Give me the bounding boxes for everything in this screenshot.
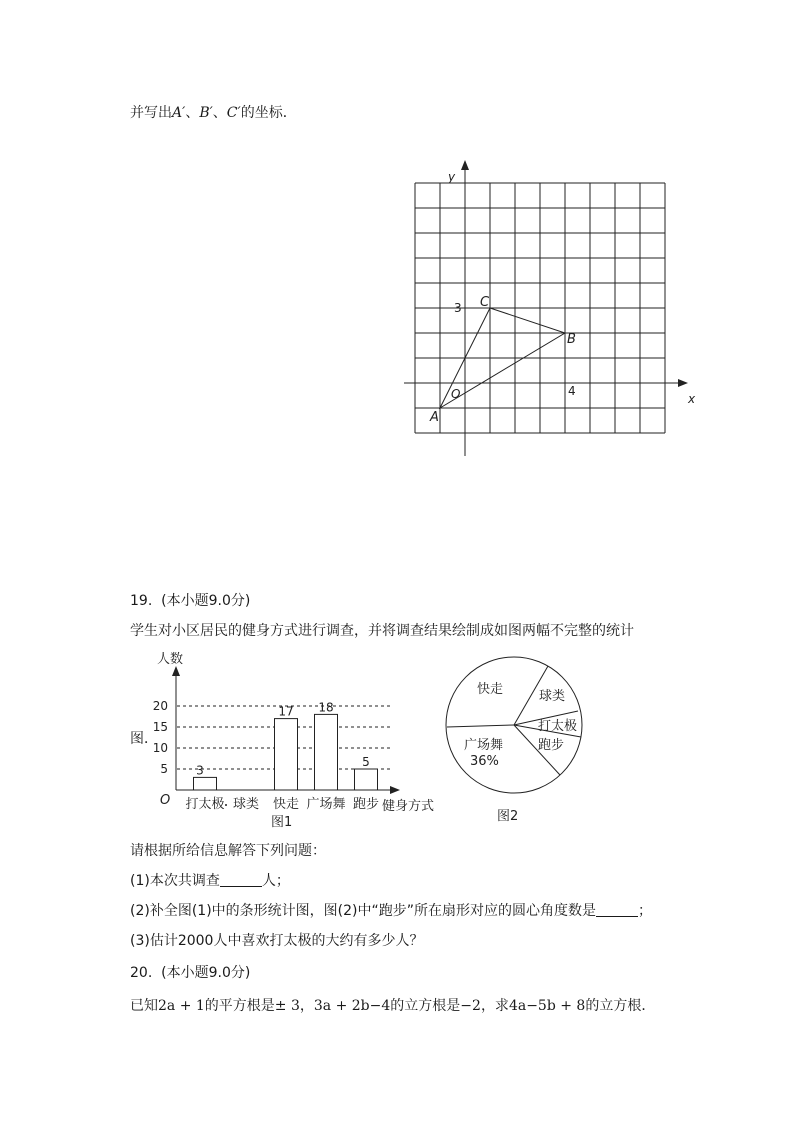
bar-chart-origin: O (160, 793, 171, 808)
q20-expr-3: 3a + 2b−4 (313, 998, 391, 1014)
q20-expr-1: 2a + 1 (158, 998, 205, 1014)
q20-text: 的立方根． (585, 998, 656, 1014)
q19-instruction: 请根据所给信息解答下列问题： (130, 843, 326, 859)
q19-score: (本小题9.0分) (161, 593, 251, 609)
pie-slice-boundary (447, 725, 514, 727)
point-b-prime: B′ (199, 105, 213, 121)
answer-blank-2[interactable] (596, 902, 638, 917)
pie-chart (430, 650, 600, 830)
q19-stem: 学生对小区居民的健身方式进行调查，并将调查结果绘制成如图两幅不完整的统计 (130, 623, 634, 639)
bar-0 (194, 777, 217, 790)
q20-score: (本小题9.0分) (161, 965, 251, 981)
q19-part2 (130, 901, 652, 921)
bar-4 (355, 769, 378, 790)
bar-value-label: 17 (278, 704, 294, 719)
y-axis-label: y (448, 170, 456, 184)
point-c-label: C (480, 295, 490, 310)
pie-label-paobu: 跑步 (538, 738, 565, 753)
pie-label-qiulei: 球类 (539, 689, 566, 704)
intro-prefix: 并写出 (130, 105, 172, 121)
tick-label-x4: 4 (568, 384, 576, 398)
q20-number: 20. (130, 965, 153, 981)
point-a-label: A (430, 410, 439, 425)
bar-chart-y-arrow (172, 666, 180, 676)
pie-label-taiji: 打太极 (538, 719, 578, 734)
bar-value-label: 5 (362, 755, 370, 769)
bar-category-label: 跑步 (352, 797, 380, 812)
bar-category-label: 快走 (272, 797, 300, 812)
q19-part2-tail: ； (638, 903, 652, 919)
q20-body (130, 996, 655, 1016)
q20-expr-4: −2 (460, 998, 481, 1014)
q20-text: 已知 (130, 998, 158, 1014)
bar-marks (194, 714, 378, 790)
q19-part3: (3)估计2000人中喜欢打太极的大约有多少人？ (130, 933, 424, 949)
pie-label-kuaizou: 快走 (477, 682, 504, 697)
bar-chart-x-arrow (390, 786, 400, 794)
q20-expr-5: 4a−5b + 8 (508, 998, 586, 1014)
q20-text: ， (299, 998, 314, 1014)
origin-label: O (451, 387, 461, 401)
bar-chart-ylabel: 人数 (157, 652, 184, 667)
q19-part2-text: (2)补全图(1)中的条形统计图，图(2)中“跑步”所在扇形对应的圆心角度数是 (130, 903, 596, 919)
pie-label-guangchangwu: 广场舞 (464, 738, 504, 753)
q19-stem-tail: 图． (130, 731, 158, 747)
separator: 、 (212, 105, 227, 121)
q19-number: 19. (130, 593, 153, 609)
category-separator-dot (225, 804, 227, 806)
q20-heading (130, 963, 250, 983)
q20-text: 的立方根是 (390, 998, 461, 1014)
q19-part1-tail: 人； (261, 873, 290, 889)
point-a-prime: A′ (172, 105, 186, 121)
point-b-label: B (567, 332, 576, 347)
pie-chart-caption: 图2 (497, 809, 519, 824)
q19-heading (130, 591, 250, 611)
separator: 、 (185, 105, 200, 121)
bar-value-label: 3 (196, 763, 204, 778)
bar-category-labels (185, 796, 379, 812)
bar-ytick-label: 15 (152, 720, 168, 734)
bar-value-label: 18 (318, 700, 334, 715)
bar-ytick-label: 20 (152, 699, 168, 713)
bar-ytick-label: 10 (152, 741, 168, 755)
bar-3 (315, 714, 338, 790)
x-axis-label: x (688, 392, 696, 406)
bar-chart-xlabel: 健身方式 (382, 799, 435, 814)
pie-label-percent: 36% (470, 754, 499, 769)
intro-suffix: 的坐标． (240, 105, 297, 121)
coordinate-grid-figure (0, 0, 794, 470)
bar-category-label: 广场舞 (306, 797, 346, 812)
q20-text: ，求 (480, 998, 509, 1014)
tick-label-y3: 3 (454, 301, 462, 315)
q19-part1 (130, 871, 290, 891)
q20-text: 的平方根是 (204, 998, 275, 1014)
answer-blank-1[interactable] (220, 872, 262, 887)
bar-chart-caption: 图1 (271, 815, 293, 830)
bar-category-label: 打太极 (185, 797, 225, 812)
bar-ytick-labels (153, 699, 168, 776)
point-c-prime: C′ (226, 105, 241, 121)
x-axis-arrow (678, 379, 688, 387)
bar-chart (0, 640, 460, 830)
bar-category-label: 球类 (232, 797, 260, 812)
q20-expr-2: ± 3 (274, 998, 300, 1014)
bar-2 (275, 719, 298, 790)
bar-ytick-label: 5 (160, 762, 168, 776)
y-axis-arrow (461, 160, 469, 170)
q19-part1-text: (1)本次共调查 (130, 873, 220, 889)
